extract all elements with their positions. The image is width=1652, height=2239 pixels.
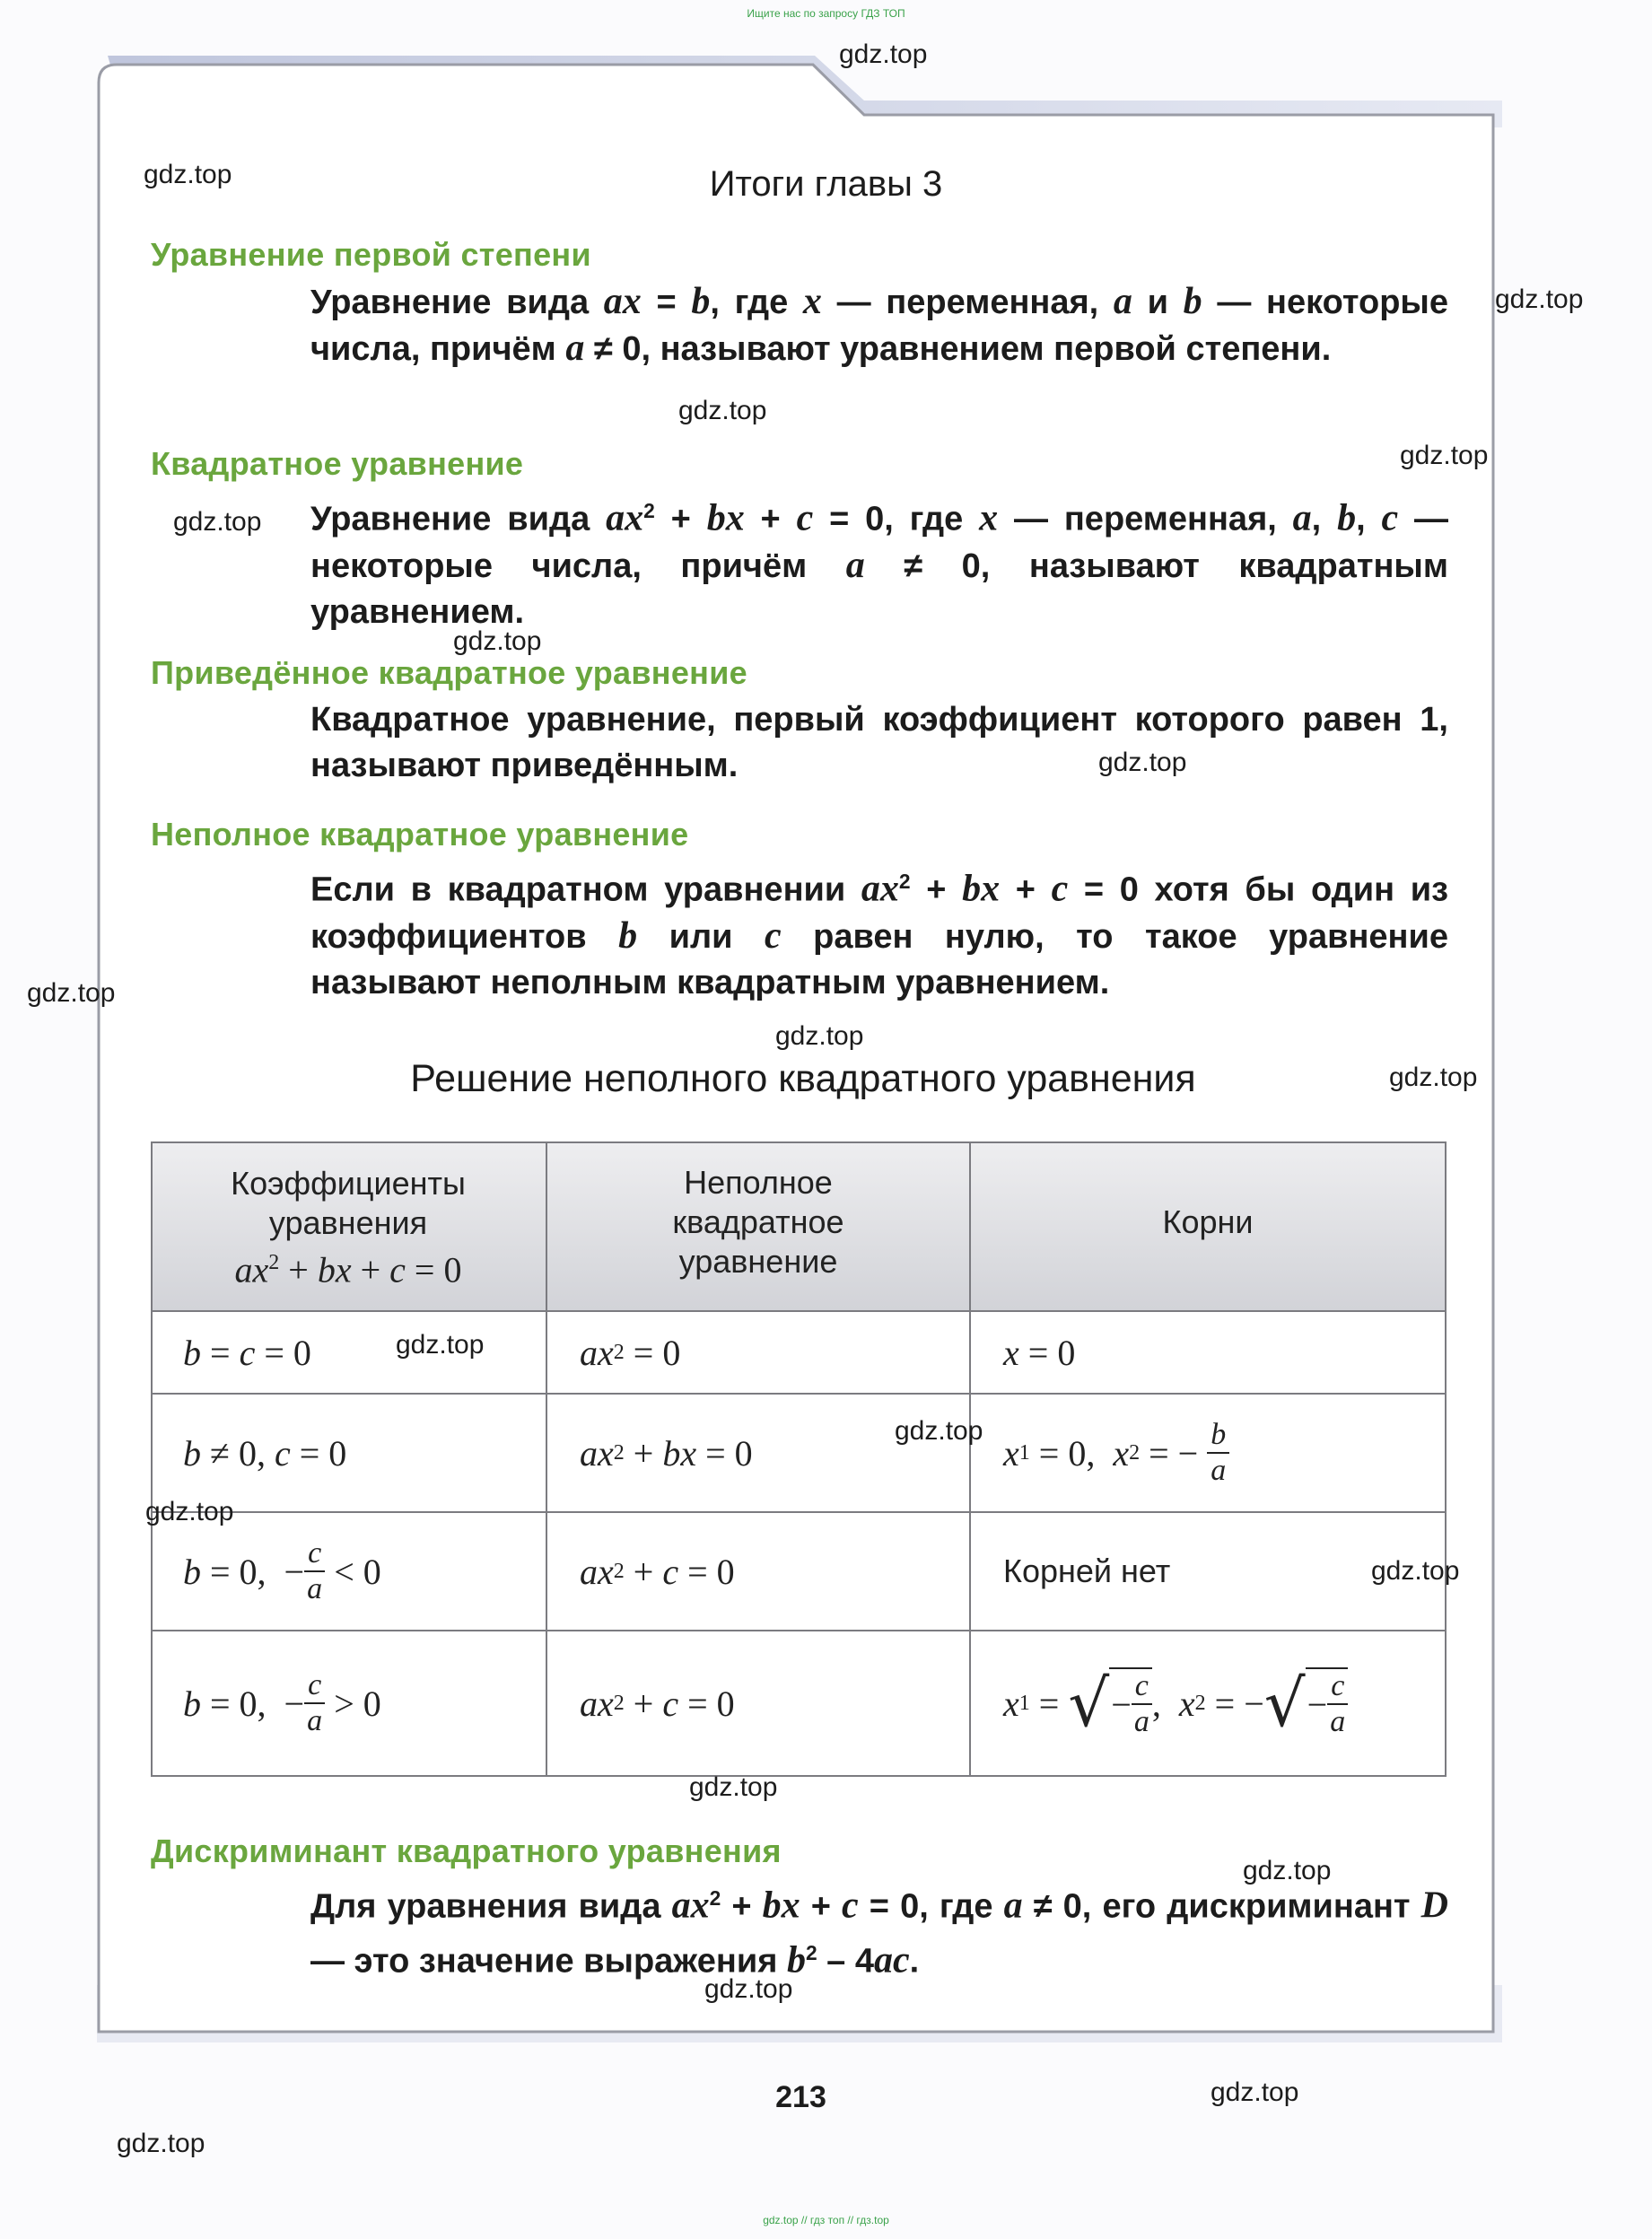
chapter-title: Итоги главы 3 xyxy=(709,164,943,204)
header-roots: Корни xyxy=(1162,1203,1254,1240)
watermark: gdz.top xyxy=(689,1772,778,1802)
section-heading-quadratic: Квадратное уравнение xyxy=(151,445,524,482)
table-row-4-roots: x 1 = √ − $\frac{c}{a}$ , x 2 = − √ − $\frac{c}{a}$ xyxy=(1003,1631,1443,1775)
watermark: gdz.top xyxy=(117,2129,205,2158)
table-row-4-coef: b = 0, − $\frac{c}{a}$ > 0 xyxy=(183,1668,381,1737)
watermark: gdz.top xyxy=(396,1330,485,1360)
header-coefficients-equation: $ax^2$ + bx + c = 0 xyxy=(234,1249,462,1290)
fraction-b-over-a: $\frac{b}{a}$ xyxy=(1207,1418,1229,1488)
table-title: Решение неполного квадратного уравнения xyxy=(410,1057,1196,1100)
header-note: Ищите нас по запросу ГДЗ ТОП xyxy=(747,7,905,20)
header-incomplete-equation: Неполное квадратное уравнение xyxy=(672,1164,844,1280)
section-text-incomplete: Если в квадратном уравнении $ax^2$ + bx + c = 0 хотя бы один из коэффициентов b или c равен нулю, то такое уравнение называют неполным квадратным уравнением. xyxy=(310,868,1449,1001)
square-root-icon: √ − $\frac{c}{a}$ xyxy=(1264,1667,1349,1739)
section-text-reduced: Квадратное уравнение, первый коэффициент которого равен 1, называют приведённым. xyxy=(310,701,1448,784)
watermark: gdz.top xyxy=(1495,284,1584,314)
section-text-quadratic: Уравнение вида $ax^2$ + bx + c = 0, где x — переменная, a, b, c — некоторые числа, причём a ≠ 0, называют квадратным уравнением. xyxy=(310,497,1448,631)
page-number: 213 xyxy=(775,2080,826,2114)
table-row-2-roots: x 1 = 0, x 2 = − $\frac{b}{a}$ xyxy=(1003,1395,1434,1511)
header-coefficients-line1: Коэффициенты xyxy=(231,1164,466,1202)
watermark: gdz.top xyxy=(775,1021,864,1051)
table-row-2-coef: b ≠ 0, c = 0 xyxy=(183,1432,347,1474)
section-heading-first-degree: Уравнение первой степени xyxy=(151,236,591,273)
watermark: gdz.top xyxy=(27,978,116,1008)
watermark: gdz.top xyxy=(453,626,542,656)
header-coefficients xyxy=(151,1159,546,1294)
watermark: gdz.top xyxy=(1371,1556,1460,1586)
watermark: gdz.top xyxy=(145,1497,234,1526)
section-heading-discriminant: Дискриминант квадратного уравнения xyxy=(151,1832,782,1869)
watermark: gdz.top xyxy=(895,1416,983,1446)
table-row-1-equation: ax 2 = 0 xyxy=(580,1332,681,1373)
table-row-2-equation: ax 2 + bx = 0 xyxy=(580,1432,753,1474)
watermark: gdz.top xyxy=(1098,748,1187,777)
table-row-3-equation: ax 2 + c = 0 xyxy=(580,1551,735,1592)
table-row-4-equation: ax 2 + c = 0 xyxy=(580,1683,735,1724)
table-row-3-roots: Корней нет xyxy=(1003,1552,1171,1589)
section-text-discriminant: Для уравнения вида $ax^2$ + bx + c = 0, где a ≠ 0, его дискриминант D — это значение выражения $b^2 - 4ac$. xyxy=(310,1885,1448,1981)
watermark: gdz.top xyxy=(1389,1063,1478,1092)
watermark: gdz.top xyxy=(1243,1856,1332,1885)
watermark: gdz.top xyxy=(704,1974,793,2004)
watermark: gdz.top xyxy=(173,507,262,537)
table-row-1-coef: b = c = 0 xyxy=(183,1332,311,1373)
solutions-table xyxy=(151,1141,1447,1777)
section-text-first-degree: Уравнение вида ax = b, где x — переменная, a и b — некоторые числа, причём a ≠ 0, называют уравнением первой степени. xyxy=(310,281,1448,369)
watermark: gdz.top xyxy=(144,160,232,189)
section-heading-incomplete: Неполное квадратное уравнение xyxy=(151,816,689,853)
header-coefficients-line2: уравнения xyxy=(268,1203,428,1241)
table-row-1-roots: x = 0 xyxy=(1003,1332,1076,1373)
watermark: gdz.top xyxy=(678,396,767,425)
watermark: gdz.top xyxy=(1211,2077,1299,2107)
section-heading-reduced: Приведённое квадратное уравнение xyxy=(151,654,747,691)
fraction-c-over-a: $\frac{c}{a}$ xyxy=(304,1668,325,1738)
table-row-3-coef: b = 0, − $\frac{c}{a}$ < 0 xyxy=(183,1536,381,1605)
square-root-icon: √ − $\frac{c}{a}$ xyxy=(1068,1667,1152,1739)
watermark: gdz.top xyxy=(1400,441,1489,470)
footer-note: gdz.top // гдз топ // гдз.top xyxy=(763,2214,889,2226)
watermark: gdz.top xyxy=(839,39,928,69)
fraction-c-over-a: $\frac{c}{a}$ xyxy=(304,1536,325,1606)
